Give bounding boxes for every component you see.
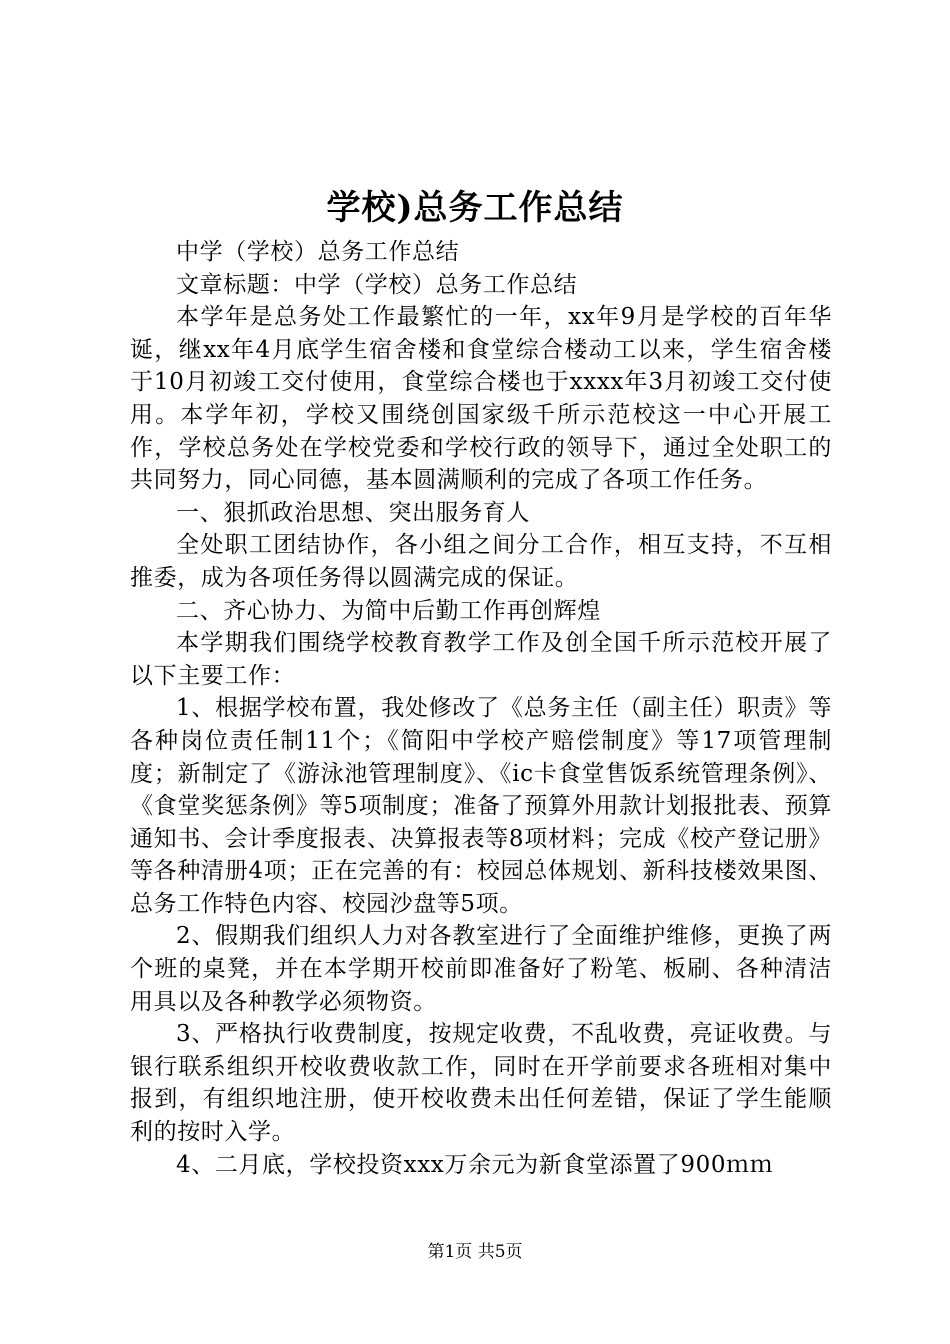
section-heading-1: 一、狠抓政治思想、突出服务育人: [176, 499, 530, 526]
document-title: 学校)总务工作总结: [326, 188, 624, 228]
paragraph-subtitle: 中学（学校）总务工作总结: [176, 239, 460, 265]
section-heading-2: 二、齐心协力、为简中后勤工作再创辉煌: [176, 597, 601, 624]
paragraph-section-2: 本学期我们围绕学校教育教学工作及创全国千所示范校开展了以下主要工作：: [130, 630, 832, 689]
document-body: [130, 236, 832, 1181]
paragraph-item-4: 4、二月底，学校投资xxx万余元为新食堂添置了900ｍｍ: [176, 1151, 774, 1178]
paragraph-section-1: 全处职工团结协作，各小组之间分工合作，相互支持，不互相推委，成为各项任务得以圆满完成的保证。: [130, 532, 832, 591]
paragraph-item-3: 3、严格执行收费制度，按规定收费，不乱收费，亮证收费。与银行联系组织开校收费收款工作，同时在开学前要求各班相对集中报到，有组织地注册，使开校收费未出任何差错，保证了学生能顺利的按时入学。: [130, 1021, 832, 1146]
paragraph-article-title: 文章标题：中学（学校）总务工作总结: [176, 271, 578, 298]
paragraph-intro: 本学年是总务处工作最繁忙的一年，xx年9月是学校的百年华诞，继xx年4月底学生宿舍楼和食堂综合楼动工以来，学生宿舍楼于10月初竣工交付使用，食堂综合楼也于xxxx年3月初竣工交付使用。本学年初，学校又围绕创国家级千所示范校这一中心开展工作，学校总务处在学校党委和学校行政的领导下，通过全处职工的共同努力，同心同德，基本圆满顺利的完成了各项工作任务。: [130, 304, 832, 494]
paragraph-item-2: 2、假期我们组织人力对各教室进行了全面维护维修，更换了两个班的桌凳，并在本学期开校前即准备好了粉笔、板刷、各种清洁用具以及各种教学必须物资。: [130, 923, 832, 1015]
page-footer: 第1页 共5页: [427, 1242, 523, 1262]
paragraph-item-1: 1、根据学校布置，我处修改了《总务主任（副主任）职责》等各种岗位责任制11个；《简阳中学校产赔偿制度》等17项管理制度；新制定了《游泳池管理制度》、《ic卡食堂售饭系统管理条例》、《食堂奖惩条例》等5项制度；准备了预算外用款计划报批表、预算通知书、会计季度报表、决算报表等8项材料；完成《校产登记册》等各种清册4项；正在完善的有：校园总体规划、新科技楼效果图、总务工作特色内容、校园沙盘等5项。: [130, 695, 832, 917]
